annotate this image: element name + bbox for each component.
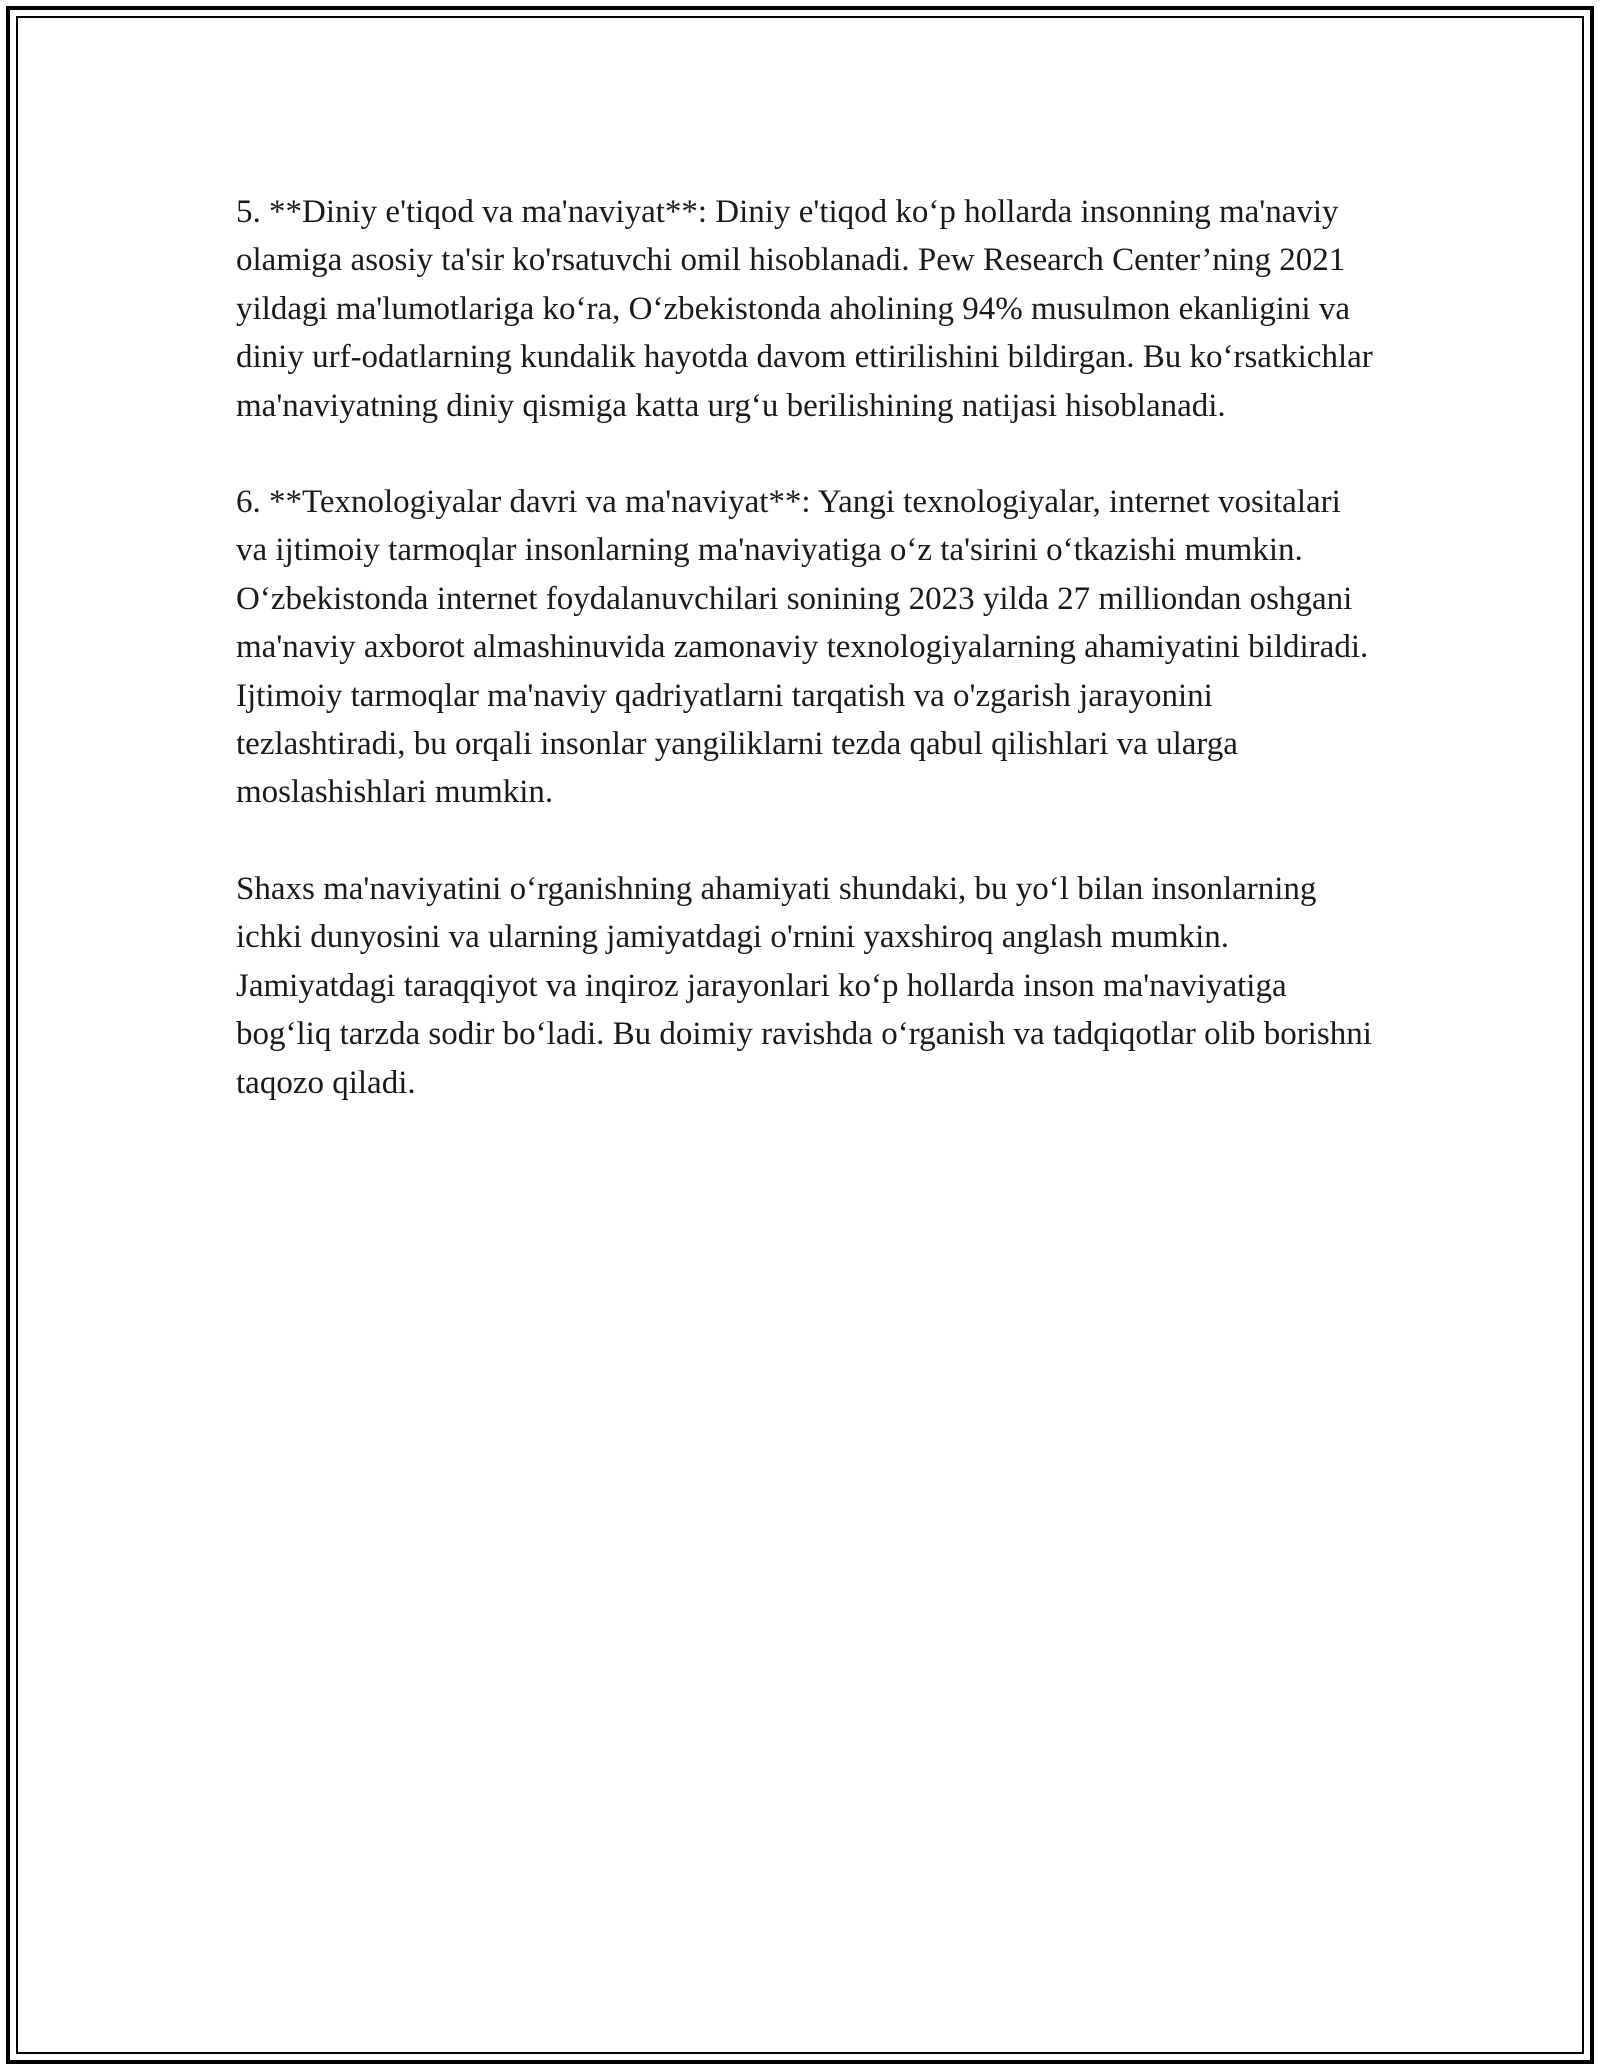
paragraph-religious-belief: 5. **Diniy e'tiqod va ma'naviyat**: Diniy e'tiqod ko‘p hollarda insonning ma'naviy olamiga asosiy ta'sir ko'rsatuvchi omil hisoblanadi. Pew Research Center’ning 2021 yildagi ma'lumotlariga ko‘ra, O‘zbekistonda aholining 94% musulmon ekanligini va diniy urf-odatlarning kundalik hayotda davom ettirilishini bildirgan. Bu ko‘rsatkichlar ma'naviyatning diniy qismiga katta urg‘u berilishining natijasi hisoblanadi. bbox=[236, 194, 1373, 424]
paragraph-technology-era: 6. **Texnologiyalar davri va ma'naviyat**: Yangi texnologiyalar, internet vositalari va ijtimoiy tarmoqlar insonlarning ma'naviyatiga o‘z ta'sirini o‘tkazishi mumkin. O‘zbekistonda internet foydalanuvchilari sonining 2023 yilda 27 milliondan oshgani ma'naviy axborot almashinuvida zamonaviy texnologiyalarning ahamiyatini bildiradi. Ijtimoiy tarmoqlar ma'naviy qadriyatlarni tarqatish va o'zgarish jarayonini tezlashtiradi, bu orqali insonlar yangiliklarni tezda qabul qilishlari va ularga moslashishlari mumkin. bbox=[236, 484, 1369, 811]
document-body bbox=[236, 188, 1376, 1155]
paragraph-conclusion: Shaxs ma'naviyatini o‘rganishning ahamiyati shundaki, bu yo‘l bilan insonlarning ichki dunyosini va ularning jamiyatdagi o'rnini yaxshiroq anglash mumkin. Jamiyatdagi taraqqiyot va inqiroz jarayonlari ko‘p hollarda inson ma'naviyatiga bog‘liq tarzda sodir bo‘ladi. Bu doimiy ravishda o‘rganish va tadqiqotlar olib borishni taqozo qiladi. bbox=[236, 870, 1372, 1101]
